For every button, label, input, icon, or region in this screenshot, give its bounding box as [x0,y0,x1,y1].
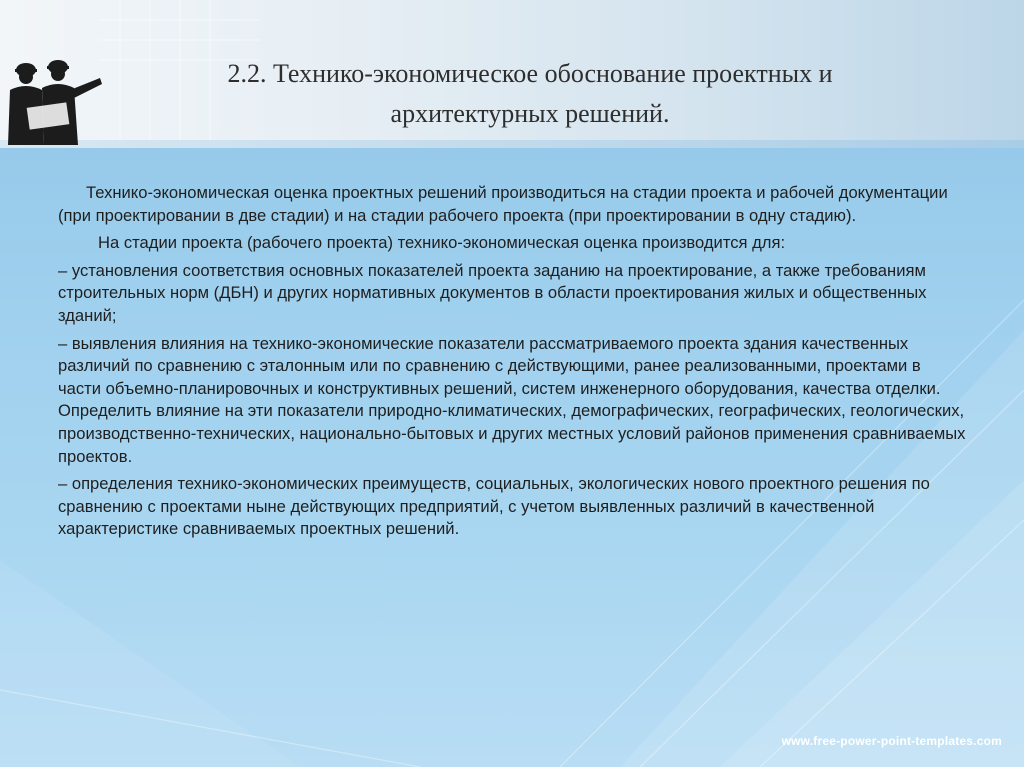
body-paragraph-lead: На стадии проекта (рабочего проекта) технико-экономическая оценка производится для: [98,233,786,253]
body-bullet-compliance: – установления соответствия основных показателей проекта заданию на проектирование, а также требованиям строительных норм (ДБН) и других нормативных документов в области проектирования жилых и общественных зданий; [58,260,927,325]
footer-url: www.free-power-point-templates.com [781,734,1002,748]
body-bullet-influence: – выявления влияния на технико-экономические показатели рассматриваемого проекта здания качественных различий по сравнению с эталонным или по сравнению с действующими, ранее реализованными, проектами в части объемно-планировочных и конструктивных решений, систем инженерного оборудования, качества отделки. Определить влияние на эти показатели природно-климатических, демографических, географических, геологических, производственно-технических, национально-бытовых и других местных условий районов применения сравниваемых проектов. [58,333,966,466]
slide-title [100,54,960,134]
body-bullet-advantages: – определения технико-экономических преимуществ, социальных, экологических нового проектного решения по сравнению с проектами ныне действующих предприятий, с учетом выявленных различий в качественной характеристике сравниваемых проектных решений. [58,474,930,539]
body-paragraph-intro: Технико-экономическая оценка проектных решений производиться на стадии проекта и рабочей документации (при проектировании в две стадии) и на стадии рабочего проекта (при проектировании в одну стадию). [58,183,948,225]
slide-title-line1: 2.2. Технико-экономическое обоснование проектных и [227,59,833,88]
slide-body [58,182,968,546]
slide-title-line2: архитектурных решений. [390,99,670,128]
construction-workers-icon [0,50,110,150]
header-bottom-band [0,140,1024,148]
